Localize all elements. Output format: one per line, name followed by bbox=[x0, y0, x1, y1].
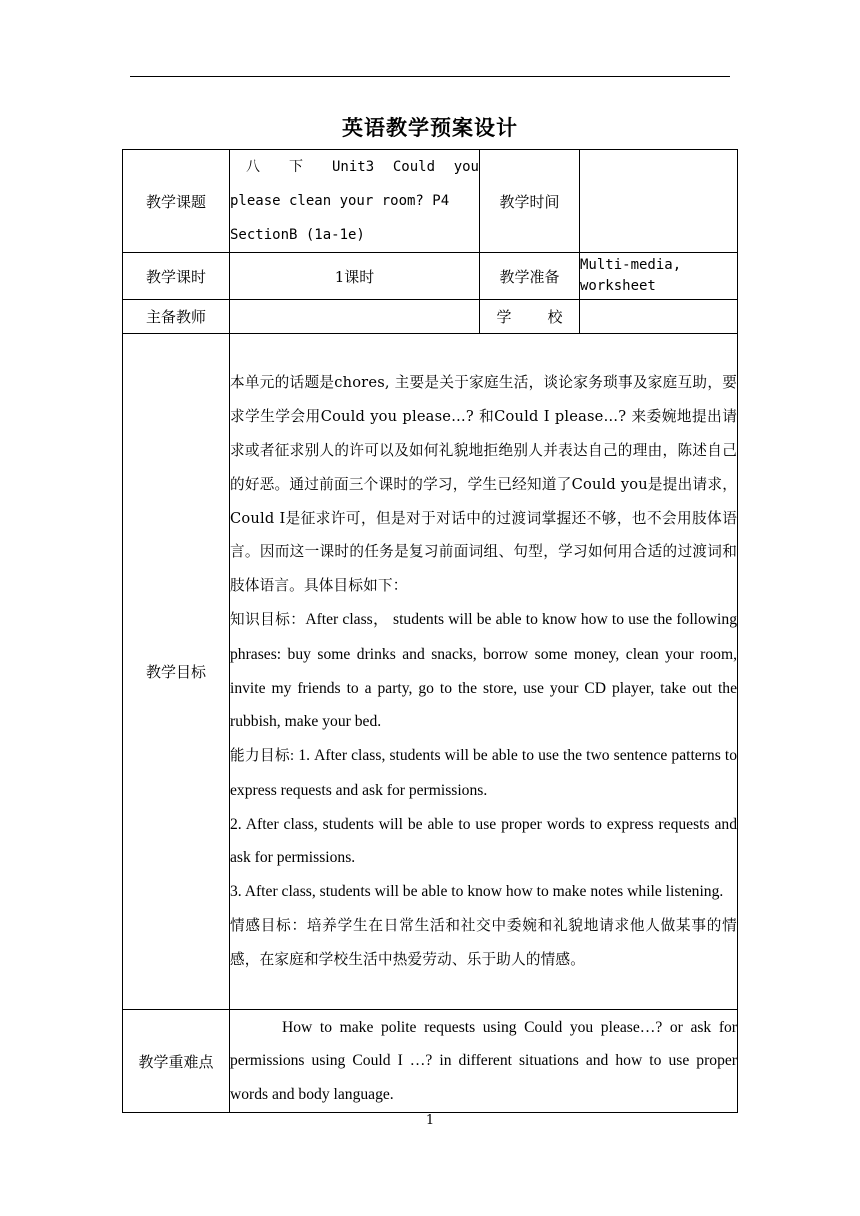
goal-emotion-label: 情感目标： bbox=[230, 917, 307, 935]
time-value bbox=[580, 150, 738, 253]
row-teacher bbox=[123, 300, 738, 334]
key-label: 教学重难点 bbox=[123, 1010, 230, 1113]
header-rule bbox=[130, 76, 730, 77]
goals-intro: 本单元的话题是chores, 主要是关于家庭生活，谈论家务琐事及家庭互助，要求学生学会用Could you please…? 和Could I please…? 来委婉地提出请求或者征求别人的许可以及如何礼貌地拒绝别人并表达自己的理由，陈述自己的好恶。通过前面三个课时的学习，学生已经知道了Could you是提出请求，Could I是征求许可，但是对于对话中的过渡词掌握还不够，也不会用肢体语言。因而这一课时的任务是复习前面词组、句型，学习如何用合适的过渡词和肢体语言。具体目标如下： bbox=[230, 374, 737, 595]
time-label: 教学时间 bbox=[480, 150, 580, 253]
row-topic bbox=[123, 150, 738, 253]
school-value bbox=[580, 300, 738, 334]
key-content bbox=[230, 1010, 738, 1113]
goal-ability bbox=[230, 739, 737, 808]
goal-ability-label: 能力目标: bbox=[230, 748, 295, 765]
goal-emotion-text: 培养学生在日常生活和社交中委婉和礼貌地请求他人做某事的情感，在家庭和学校生活中热爱劳动、乐于助人的情感。 bbox=[230, 917, 737, 968]
topic-label: 教学课题 bbox=[123, 150, 230, 253]
school-label bbox=[480, 300, 580, 334]
row-key-points bbox=[123, 1010, 738, 1113]
goal-ability-2: 2. After class, students will be able to use proper words to express requests and ask for permissions. bbox=[230, 815, 737, 867]
goal-knowledge bbox=[230, 603, 737, 739]
goal-ability-3: 3. After class, students will be able to know how to make notes while listening. bbox=[230, 883, 724, 901]
key-text-body: How to make polite requests using Could you please…? or ask for permissions using Could I …? in different situations and how to use proper words and body language. bbox=[230, 1018, 737, 1103]
goal-emotion bbox=[230, 909, 737, 977]
goal-knowledge-text: After class， students will be able to know how to use the following phrases: buy some drinks and snacks, borrow some money, clean your room, invite my friends to a party, go to the store, use your CD player, take out the rubbish, make your bed. bbox=[230, 610, 737, 731]
teacher-value bbox=[230, 300, 480, 334]
teacher-label: 主备教师 bbox=[123, 300, 230, 334]
topic-line-2: please clean your room? P4 bbox=[230, 193, 450, 209]
page-number: 1 bbox=[425, 1113, 435, 1128]
prep-value: Multi-media, worksheet bbox=[580, 253, 738, 300]
hours-label: 教学课时 bbox=[123, 253, 230, 300]
lesson-plan-table bbox=[122, 149, 738, 1113]
topic-line-1: 八 下 Unit3 Could you bbox=[246, 159, 479, 175]
hours-value: 1课时 bbox=[230, 253, 480, 300]
key-text bbox=[230, 1011, 737, 1112]
goal-knowledge-label: 知识目标： bbox=[230, 611, 306, 628]
goal-ability-1: 1. After class, students will be able to use the two sentence patterns to express requests and ask for permissions. bbox=[230, 747, 738, 799]
goals-content bbox=[230, 334, 738, 1010]
topic-line-3: SectionB (1a-1e) bbox=[230, 227, 365, 243]
school-label-a: 学 bbox=[496, 308, 512, 326]
school-label-b: 校 bbox=[547, 308, 563, 326]
topic-value bbox=[230, 150, 480, 253]
prep-label: 教学准备 bbox=[480, 253, 580, 300]
row-goals bbox=[123, 334, 738, 1010]
goals-label: 教学目标 bbox=[123, 334, 230, 1010]
document-title: 英语教学预案设计 bbox=[342, 115, 518, 140]
row-hours bbox=[123, 253, 738, 300]
